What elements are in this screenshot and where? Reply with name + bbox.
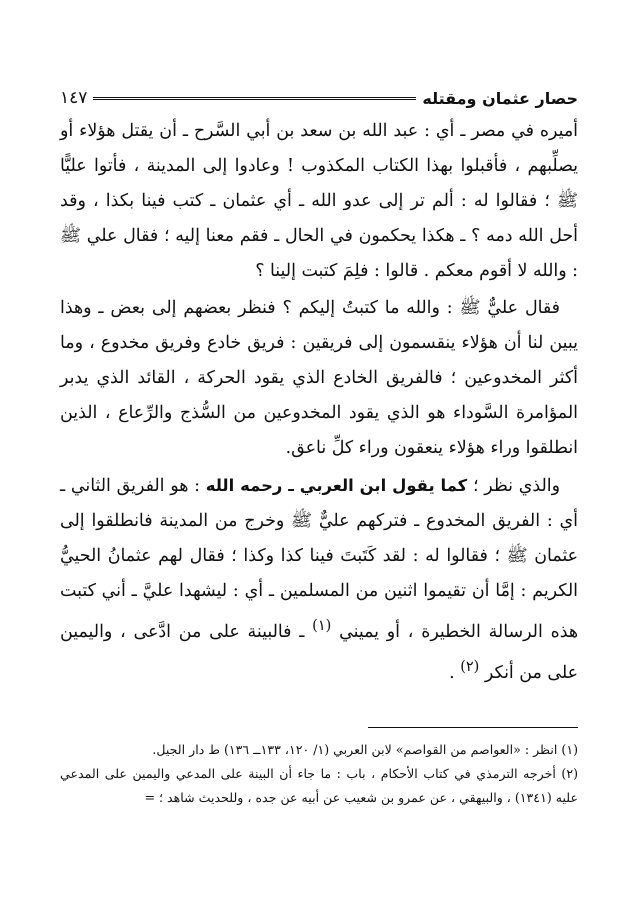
footnote-marker-1: (١) xyxy=(312,618,332,634)
footnote-divider xyxy=(368,727,578,728)
paragraph-3-end: . xyxy=(449,662,455,683)
footnote-1: (١) انظر : «العواصم من القواصم» لابن العربي (١/ ١٢٠، ١٣٣ــ ١٣٦) ط دار الجيل. xyxy=(152,742,578,757)
quoted-attribution: كما يقول ابن العربي ـ رحمه الله xyxy=(205,476,468,495)
paragraph-3-start: والذي نظر ؛ xyxy=(472,476,561,496)
footnote-marker-2: (٢) xyxy=(460,658,480,675)
paragraph-3 xyxy=(60,468,578,691)
paragraph-1: أميره في مصر ـ أي : عبد الله بن سعد بن أبي السَّرح ـ أن يقتل هؤلاء أو يصلِّبهم ، فأقبلوا بهذا الكتاب المكذوب ! وعادوا إلى المدينة ، فأتوا عليًّا ﷺ ؛ فقالوا له : ألم تر إلى عدو الله ـ أي عثمان ـ كتب فينا بكذا ، وقد أحل الله دمه ؟ ـ هكذا يحكمون في الحال ـ فقم معنا إليه ؛ فقال علي ﷺ : والله لا أقوم معكم . قالوا : فلِمَ كتبت إلينا ؟ xyxy=(60,121,578,281)
body-text xyxy=(60,114,578,691)
paragraph-3-continued: : هو الفريق الثاني ـ أي : الفريق المخدوع ـ فتركهم عليٌّ ﷺ وخرج من المدينة فانطلقوا إلى عثمان ﷺ ؛ فقالوا له : لقد كَتَبتَ فينا كذا وكذا ؛ فقال لهم عثمانُ الحييُّ الكريم : إمَّا أن تقيموا اثنين من المسلمين ـ أي : ليشهدا عليَّ ـ أني كتبت هذه الرسالة الخطيرة ، أو يميني xyxy=(60,476,578,642)
page-header xyxy=(60,84,578,112)
footnotes xyxy=(60,738,578,810)
header-rule xyxy=(93,97,416,100)
paragraph-2: فقال عليٌّ ﷺ : والله ما كتبتُ إليكم ؟ فنظر بعضهم إلى بعض ـ وهذا يبين لنا أن هؤلاء ينقسمون إلى فريقين : فريق خادع وفريق مخدوع ، وما أكثر المخدوعين ؛ فالفريق الخادع الذي يقود الحركة ، القائد الذي يدبر المؤامرة السَّوداء هو الذي يقود المخدوعين من السُّذج والرِّعاع ، الذين انطلقوا وراء هؤلاء ينعقون وراء كلِّ ناعق. xyxy=(60,298,578,458)
page-number: ١٤٧ xyxy=(60,88,88,108)
running-title: حصار عثمان ومقتله xyxy=(422,88,578,108)
paragraph-3-after-footnote: ـ فالبينة على من ادَّعى ، واليمين على من أنكر xyxy=(60,621,578,683)
footnote-2: (٢) أخرجه الترمذي في كتاب الأحكام ، باب : ما جاء أن البينة على المدعي واليمين على المدعي عليه (١٣٤١) ، والبيهقي ، عن عمرو بن شعيب عن أبيه عن جده ، وللحديث شاهد ؛ = xyxy=(60,766,578,805)
